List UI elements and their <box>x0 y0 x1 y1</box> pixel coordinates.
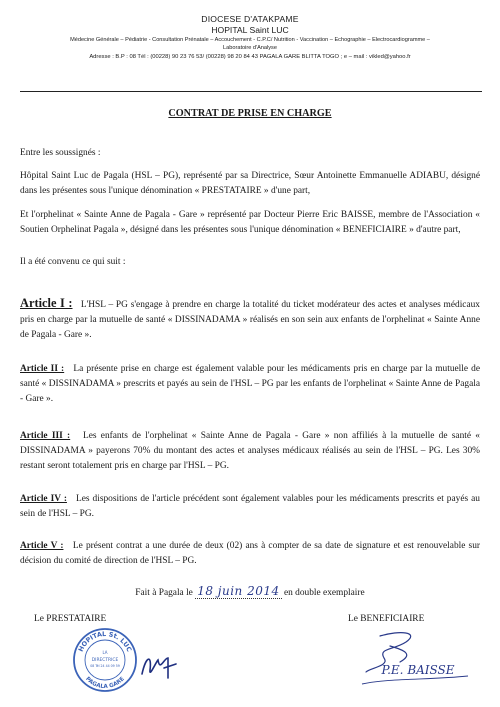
article-1 <box>20 296 480 343</box>
label-prestataire: Le PRESTATAIRE <box>34 614 107 624</box>
prestataire-signature <box>138 648 178 684</box>
article-1-text: L'HSL – PG s'engage à prendre en charge la totalité du ticket modérateur des actes et analyses médicaux pris en charge par la mutuelle de santé « DISSINADAMA » réalisés en son sein aux enfants de l'orphelinat « Sainte Anne de Pagala - Gare ». <box>20 300 480 340</box>
article-4-text: Les dispositions de l'article précédent sont également valables pour les médicaments prescrits et payés au sein de l'HSL – PG. <box>20 494 480 519</box>
signing-date: 18 juin 2014 <box>197 584 280 598</box>
article-3-label: Article III : <box>20 431 71 441</box>
label-beneficiaire: Le BENEFICIAIRE <box>348 614 425 624</box>
article-5-label: Article V : <box>20 541 64 551</box>
intro-text: Entre les soussignés : <box>20 148 101 158</box>
hospital-stamp <box>72 627 138 693</box>
article-2-text: La présente prise en charge est également valable pour les médicaments pris en charge par la mutuelle de santé « DISSINADAMA » prescrits et payés au sein de l'HSL – PG par les enfants de l'orphelinat « Sainte Anne de Pagala - Gare ». <box>20 364 480 404</box>
article-5-text: Le présent contrat a une durée de deux (02) ans à compter de sa date de signature et est renouvelable sur décision du comité de direction de l'HSL – PG. <box>20 541 481 566</box>
stamp-bottom-text: PAGALA GARE <box>84 676 126 691</box>
agreed-text: Il a été convenu ce qui suit : <box>20 257 126 267</box>
letterhead-address: Adresse : B.P : 08 Tél : (00228) 90 23 76 53/ (00228) 98 20 84 43 PAGALA GARE BLITTA TOGO ; e – mail : vikled@yahoo.fr <box>89 54 411 60</box>
stamp-mid-line2: DIRECTRICE <box>91 658 119 663</box>
header-divider <box>20 91 482 92</box>
beneficiaire-signature-text: P.E. BAISSE <box>381 663 455 677</box>
letterhead-diocese: DIOCESE D'ATAKPAME <box>201 14 299 24</box>
party-prestataire: Hôpital Saint Luc de Pagala (HSL – PG), représenté par sa Directrice, Sœur Antoinette Emmanuelle ADIABU, désigné dans les présentes sous l'unique dénomination « PRESTATAIRE » d'une part, <box>20 171 480 196</box>
letterhead-hospital: HOPITAL Saint LUC <box>211 25 289 35</box>
stamp-top-text: HOPITAL St. LUC <box>76 629 134 654</box>
letterhead-lab: Laboratoire d'Analyse <box>223 45 277 51</box>
letterhead-services: Médecine Générale – Pédiatrie - Consultation Prénatale – Accouchement - C.P.C/ Nutrition - Vaccination – Echographie – Electrocardiogramme – <box>70 37 430 43</box>
article-1-label: Article I : <box>20 296 73 310</box>
signing-place: Fait à Pagala le <box>135 588 193 598</box>
article-5 <box>20 539 480 569</box>
signing-line <box>0 584 500 598</box>
beneficiaire-signature <box>360 628 470 690</box>
article-3 <box>20 429 480 474</box>
party-beneficiaire: Et l'orphelinat « Sainte Anne de Pagala - Gare » représenté par Docteur Pierre Eric BAISSE, membre de l'Association « Soutien Orphelinat Pagala », désigné dans les présentes sous l'unique dénomination « BENEFICIAIRE » d'autre part, <box>20 210 480 235</box>
article-2-label: Article II : <box>20 364 65 374</box>
signing-date-field <box>195 584 281 599</box>
article-2 <box>20 362 480 407</box>
letterhead <box>0 14 500 62</box>
stamp-mid-line3: 08 Tél 24 44 09 59 <box>90 664 120 668</box>
article-3-text: Les enfants de l'orphelinat « Sainte Anne de Pagala - Gare » non affiliés à la mutuelle de santé « DISSINADAMA » payerons 70% du montant des actes et analyses médicaux réalisés au sein de l'HSL – PG. Les 30% restant seront totalement pris en charge par l'HSL – PG. <box>20 431 480 471</box>
article-4-label: Article IV : <box>20 494 67 504</box>
signing-copies: en double exemplaire <box>283 588 365 598</box>
article-4 <box>20 492 480 522</box>
document-title: CONTRAT DE PRISE EN CHARGE <box>168 108 332 119</box>
stamp-mid-line1: LA <box>102 650 108 655</box>
